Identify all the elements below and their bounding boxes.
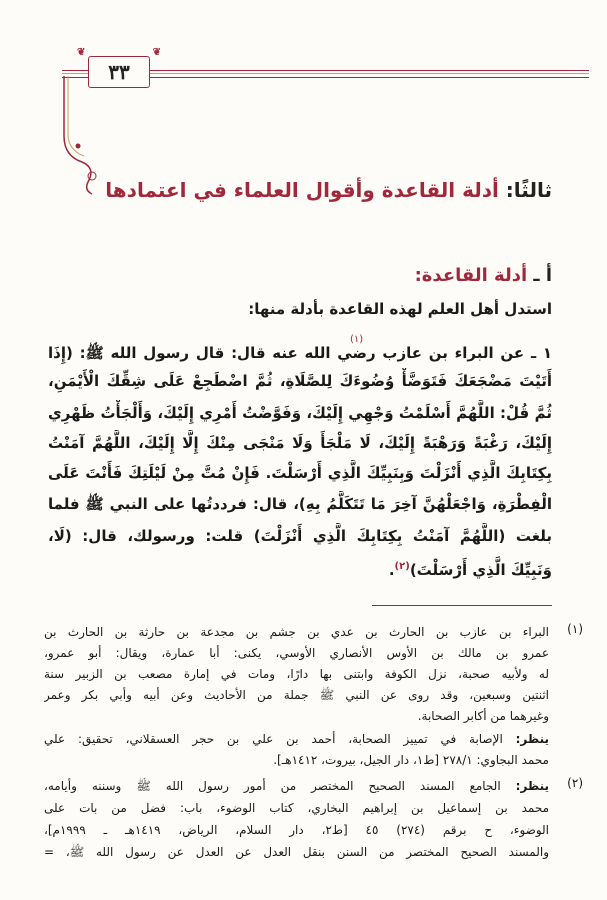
ornament-icon: ❦ [152,47,161,58]
footnote-marker: (١) [350,334,364,345]
body-line: أَتَيْتَ مَضْجَعَكَ فَتَوَضَّأْ وُضُوءَكَ لِلصَّلَاةِ، ثُمَّ اضْطَجِعْ عَلَى شِقِّكَ الْأَيْمَنِ، [48,372,552,390]
footnote-line: محمد بن إسماعيل بن إبراهيم البخاري، كتاب الوضوء، باب: فضل من بات على [44,801,549,815]
footnote-line: عمرو بن مالك بن الأوس الأنصاري الأوسي، يكنى: أبا عمارة، ويقال: أبو عمرو، [44,646,549,660]
page-number: ٣٣ [108,60,130,84]
footnote-separator [372,605,552,606]
footnote-ref-line: محمد البجاوي: ٢٧٨/١ [ط١، دار الجيل، بيروت، ١٤١٢هـ]. [273,753,549,767]
body-line [48,340,552,366]
footnote-line: وغيرهما من أكابر الصحابة. [417,709,549,723]
footnote-line: البراء بن عازب بن الحارث بن عدي بن جشم بن مجدعة بن حارثة بن الحارث بن [44,625,549,639]
subsection-title: أدلة القاعدة: [414,265,528,286]
footnote-line: والمسند الصحيح المختصر من السنن بنقل العدل عن العدل عن رسول الله ﷺ، = [44,845,549,859]
intro-paragraph: استدل أهل العلم لهذه القاعدة بأدلة منها: [248,300,552,318]
footnote-ref-line [44,729,549,749]
footnote-ref-label: ينظر: [515,779,549,793]
footnote-ref-label: ينظر: [515,732,549,746]
footnote-ref-text: الجامع المسند الصحيح المختصر من أمور رسول الله ﷺ وسننه وأيامه، [44,779,501,793]
section-label: ثالثًا: [505,178,552,202]
footnote-line: له ولأبيه صحبة، نزل الكوفة وابتنى بها دارًا، ومات في إمارة مصعب بن الزبير سنة [44,667,549,681]
subsection-label: أ ـ [533,265,552,286]
section-title-text: أدلة القاعدة وأقوال العلماء في اعتمادها [105,178,499,202]
subsection-heading [415,265,552,286]
section-title [100,178,552,202]
body-line: الْفِطْرَةِ، وَاجْعَلْهُنَّ آخِرَ مَا تَتَكَلَّمُ بِهِ)، قال: فرددتُها على النبي ﷺ فلما [48,495,552,513]
footnote-number: (١) [567,622,583,636]
ornament-icon: ❦ [77,47,86,58]
footnote-ref-text: الإصابة في تمييز الصحابة، أحمد بن علي بن حجر العسقلاني، تحقيق: علي [44,732,503,746]
body-line: بلغت (اللَّهُمَّ آمَنْتُ بِكِتَابِكَ الَّذِي أَنْزَلْتَ) قلت: ورسولك، قال: (لَا، [48,527,552,545]
body-line-text: وَنَبِيِّكَ الَّذِي أَرْسَلْتَ) [409,561,552,579]
body-line: بِكِتَابِكَ الَّذِي أَنْزَلْتَ وَبِنَبِيِّكَ الَّذِي أَرْسَلْتَ. فَإِنْ مُتَّ مِنْ لَيْلَتِكَ فَأَنْتَ عَلَى [48,464,552,482]
footnote-line: اثنتين وسبعين، وقد روى عن النبي ﷺ جملة من الأحاديث وعن أبيه وأبي بكر وعمر [44,688,549,702]
footnote-number: (٢) [567,776,583,790]
footnote-line: الوضوء، ح برقم (٢٧٤) ٤٥ [ط٢، دار السلام، الرياض، ١٤١٩هـ ـ ١٩٩٩م]، [44,823,549,837]
footnote-ref-line [44,776,549,796]
body-line-last: وَنَبِيِّكَ الَّذِي أَرْسَلْتَ)$^{(٢)}$. [388,561,552,579]
body-line: إِلَيْكَ، رَغْبَةً وَرَهْبَةً إِلَيْكَ، لَا مَلْجَأَ وَلَا مَنْجَى مِنْكَ إِلَّا إِلَيْكَ، اللَّهُمَّ آمَنْتُ [48,434,552,452]
body-line: ثُمَّ قُلْ: اللَّهُمَّ أَسْلَمْتُ وَجْهِي إِلَيْكَ، وَفَوَّضْتُ أَمْرِي إِلَيْكَ، وَأَلْجَأْتُ ظَهْرِي [48,404,552,422]
body-line-text: ١ ـ عن البراء بن عازب رضي الله عنه قال: قال رسول الله ﷺ: (إِذَا [48,344,552,362]
footnote-marker: (٢) [394,561,410,572]
